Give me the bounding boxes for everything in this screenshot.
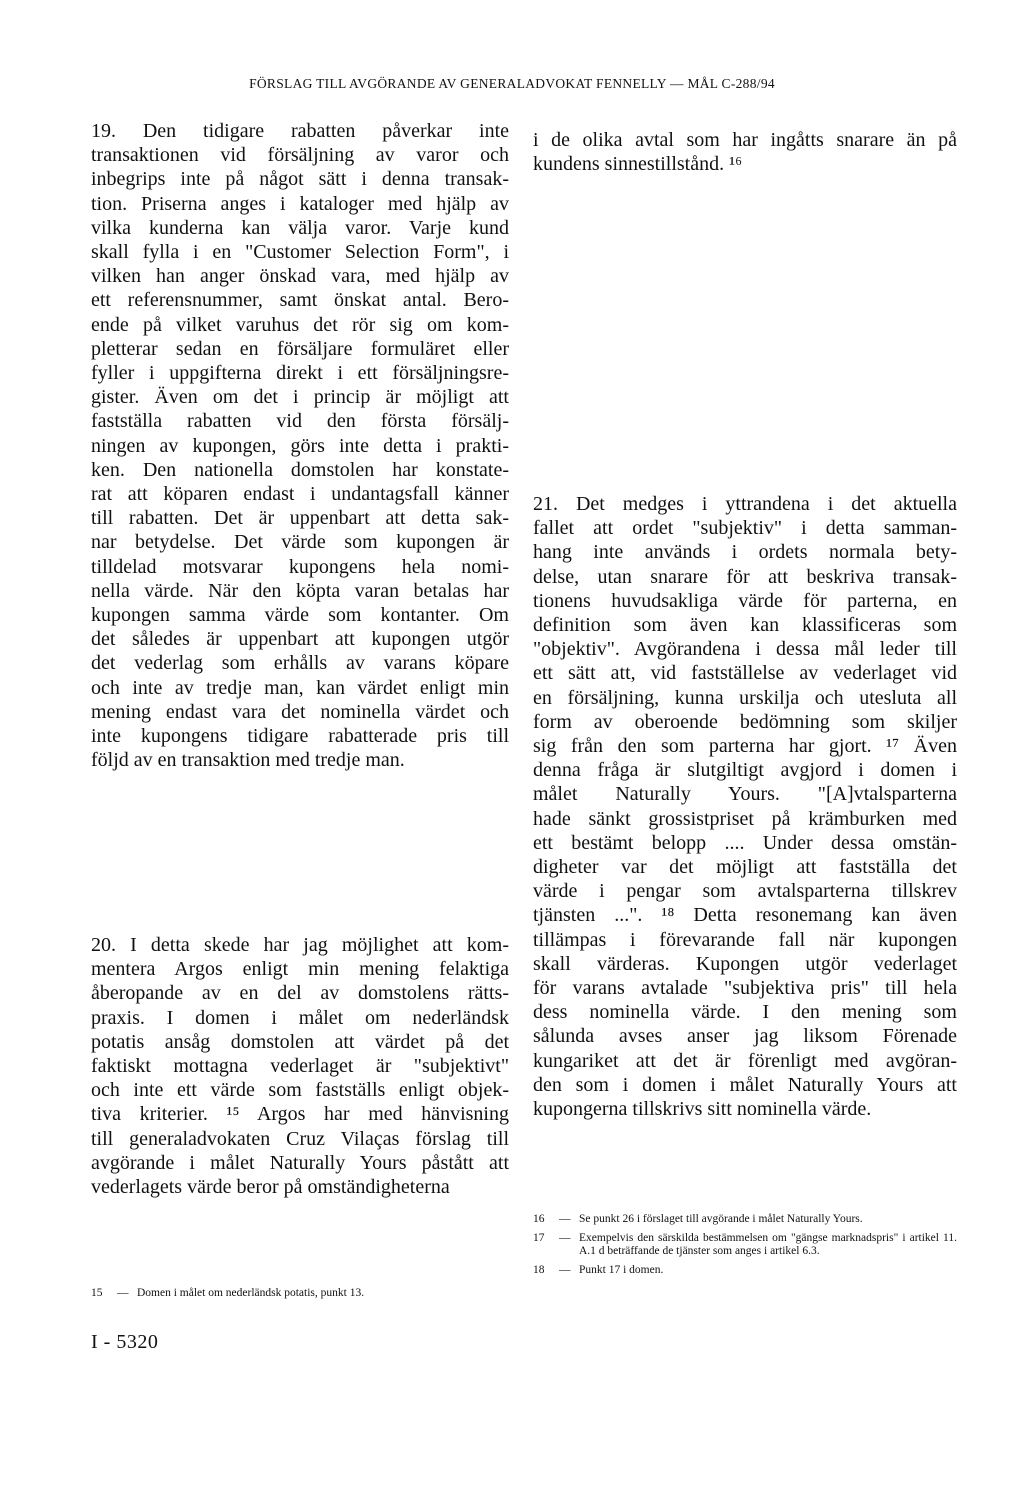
text-line: mening endast vara det nominella värdet och bbox=[91, 700, 509, 723]
footnote-dash: — bbox=[117, 1287, 129, 1299]
text-line: delse, utan snarare för att beskriva transak- bbox=[533, 565, 957, 588]
text-line: till rabatten. Det är uppenbart att detta sak- bbox=[91, 507, 509, 530]
text-line: mentera Argos enligt min mening felaktiga bbox=[91, 958, 509, 981]
footnote-dash: — bbox=[559, 1232, 571, 1244]
text-line: rat att köparen endast i undantagsfall känner bbox=[91, 483, 509, 506]
text-line: fastställa rabatten vid den första försälj- bbox=[91, 410, 509, 433]
text-line: denna fråga är slutgiltigt avgjord i domen i bbox=[533, 759, 957, 782]
text-line: praxis. I domen i målet om nederländsk bbox=[91, 1006, 509, 1029]
text-line: avgörande i målet Naturally Yours påstått att bbox=[91, 1151, 509, 1174]
text-line: digheter var det möjligt att fastställa det bbox=[533, 856, 957, 879]
text-line: dess nominella värde. I den mening som bbox=[533, 1001, 957, 1024]
text-line: 19. Den tidigare rabatten påverkar inte bbox=[91, 120, 509, 142]
text-line: det således är uppenbart att kupongen utgör bbox=[91, 628, 509, 651]
paragraph-21 bbox=[533, 492, 957, 1121]
text-line: i de olika avtal som har ingåtts snarare än på bbox=[533, 129, 957, 151]
text-line: sig från den som parterna har gjort. ¹⁷ Även bbox=[533, 735, 957, 758]
footnote-text: Exempelvis den särskilda bestämmelsen om "gängse marknadspris" i artikel 11. A.1 d beträffande de tjänster som anges i artikel 6.3. bbox=[579, 1232, 957, 1257]
text-line: för varans avtalade "subjektiva pris" till hela bbox=[533, 977, 957, 1000]
text-line: skall fylla i en "Customer Selection Form", i bbox=[91, 241, 509, 264]
text-line: "objektiv". Avgörandena i dessa mål leder till bbox=[533, 638, 957, 661]
text-line: vilken han anger önskad vara, med hjälp av bbox=[91, 265, 509, 288]
text-line: tillämpas i förevarande fall när kupongen bbox=[533, 928, 957, 951]
text-line: faktiskt mottagna vederlaget är "subjektivt" bbox=[91, 1055, 509, 1078]
text-line: vederlagets värde beror på omständigheterna bbox=[91, 1176, 450, 1199]
text-line: sålunda avses anser jag liksom Förenade bbox=[533, 1025, 957, 1048]
text-line: en försäljning, kunna urskilja och utesluta all bbox=[533, 686, 957, 709]
text-line: nar betydelse. Det värde som kupongen är bbox=[91, 531, 509, 554]
text-line: och inte ett värde som fastställs enligt objek- bbox=[91, 1079, 509, 1102]
text-line: ende på vilket varuhus det rör sig om kom- bbox=[91, 313, 509, 336]
text-line: tion. Priserna anges i kataloger med hjälp av bbox=[91, 192, 509, 215]
text-line: vilka kunderna kan välja varor. Varje kund bbox=[91, 216, 509, 239]
text-line: definition som även kan klassificeras som bbox=[533, 614, 957, 637]
text-line: form av oberoende bedömning som skiljer bbox=[533, 710, 957, 733]
text-line: fallet att ordet "subjektiv" i detta samman- bbox=[533, 517, 957, 540]
text-line: ningen av kupongen, görs inte detta i prakti- bbox=[91, 434, 509, 457]
text-line: hade sänkt grossistpriset på krämburken med bbox=[533, 807, 957, 830]
text-line: tjänsten ...". ¹⁸ Detta resonemang kan även bbox=[533, 904, 957, 927]
running-header: FÖRSLAG TILL AVGÖRANDE AV GENERALADVOKAT FENNELLY — MÅL C-288/94 bbox=[249, 76, 775, 91]
text-line: gister. Även om det i princip är möjligt att bbox=[91, 386, 509, 409]
text-line: tiva kriterier. ¹⁵ Argos har med hänvisning bbox=[91, 1103, 509, 1126]
text-line: den som i domen i målet Naturally Yours att bbox=[533, 1073, 957, 1096]
footnote bbox=[533, 1232, 957, 1258]
footnotes-right bbox=[533, 1213, 957, 1283]
text-line: skall värderas. Kupongen utgör vederlaget bbox=[533, 952, 957, 975]
text-line: inte kupongens tidigare rabatterade pris till bbox=[91, 725, 509, 748]
paragraph-19 bbox=[91, 119, 509, 772]
text-line: potatis ansåg domstolen att värdet på det bbox=[91, 1030, 509, 1053]
text-line: kupongerna tillskrivs sitt nominella värde. bbox=[533, 1098, 872, 1121]
footnote-text: Se punkt 26 i förslaget till avgörande i målet Naturally Yours. bbox=[579, 1213, 863, 1225]
text-line: och inte av tredje man, kan värdet enligt min bbox=[91, 676, 509, 699]
text-line: transaktionen vid försäljning av varor och bbox=[91, 144, 509, 167]
footnote-text: Domen i målet om nederländsk potatis, punkt 13. bbox=[137, 1287, 365, 1299]
text-line: inbegrips inte på något sätt i denna transak- bbox=[91, 168, 509, 191]
text-line: följd av en transaktion med tredje man. bbox=[91, 749, 405, 772]
text-line: ken. Den nationella domstolen har konstate- bbox=[91, 458, 509, 481]
text-line: fyller i uppgifterna direkt i ett försäljningsre- bbox=[91, 362, 509, 385]
text-line: kupongen samma värde som kontanter. Om bbox=[91, 604, 509, 627]
text-line: kungariket att det är förenligt med avgöran- bbox=[533, 1049, 957, 1072]
page-number: I - 5320 bbox=[91, 1331, 159, 1353]
footnote-num: 15 bbox=[91, 1287, 103, 1299]
text-line: 20. I detta skede har jag möjlighet att kom- bbox=[91, 934, 509, 956]
footnote-dash: — bbox=[559, 1213, 571, 1225]
text-line: till generaladvokaten Cruz Vilaças förslag till bbox=[91, 1127, 509, 1150]
footnote-num: 17 bbox=[533, 1232, 545, 1244]
text-line: tionens huvudsakliga värde för parterna, en bbox=[533, 589, 957, 612]
paragraph-19-continued bbox=[533, 128, 957, 176]
text-line: ett referensnummer, samt önskat antal. Bero- bbox=[91, 289, 509, 312]
text-line: hang inte används i ordets normala bety- bbox=[533, 541, 957, 564]
text-line: det vederlag som erhålls av varans köpare bbox=[91, 652, 509, 675]
footnote bbox=[533, 1264, 957, 1277]
footnote bbox=[533, 1213, 957, 1226]
footnotes-left bbox=[91, 1287, 509, 1306]
footnote-num: 18 bbox=[533, 1264, 545, 1276]
text-line: ett sätt att, vid fastställelse av vederlaget vid bbox=[533, 662, 957, 685]
footnote-num: 16 bbox=[533, 1213, 545, 1225]
text-line: åberopande av en del av domstolens rätts- bbox=[91, 982, 509, 1005]
text-line: nella värde. När den köpta varan betalas har bbox=[91, 579, 509, 602]
paragraph-20 bbox=[91, 933, 509, 1199]
text-line: pletterar sedan en försäljare formuläret eller bbox=[91, 337, 509, 360]
text-line: 21. Det medges i yttrandena i det aktuella bbox=[533, 493, 957, 515]
text-line: tilldelad motsvarar kupongens hela nomi- bbox=[91, 555, 509, 578]
text-line: målet Naturally Yours. "[A]vtalsparterna bbox=[533, 783, 957, 806]
footnote-dash: — bbox=[559, 1264, 571, 1276]
footnote-text: Punkt 17 i domen. bbox=[579, 1264, 664, 1276]
footnote bbox=[91, 1287, 509, 1300]
text-line: ett bestämt belopp .... Under dessa omstän- bbox=[533, 831, 957, 854]
text-line: kundens sinnestillstånd. ¹⁶ bbox=[533, 153, 743, 176]
text-line: värde i pengar som avtalsparterna tillskrev bbox=[533, 880, 957, 903]
